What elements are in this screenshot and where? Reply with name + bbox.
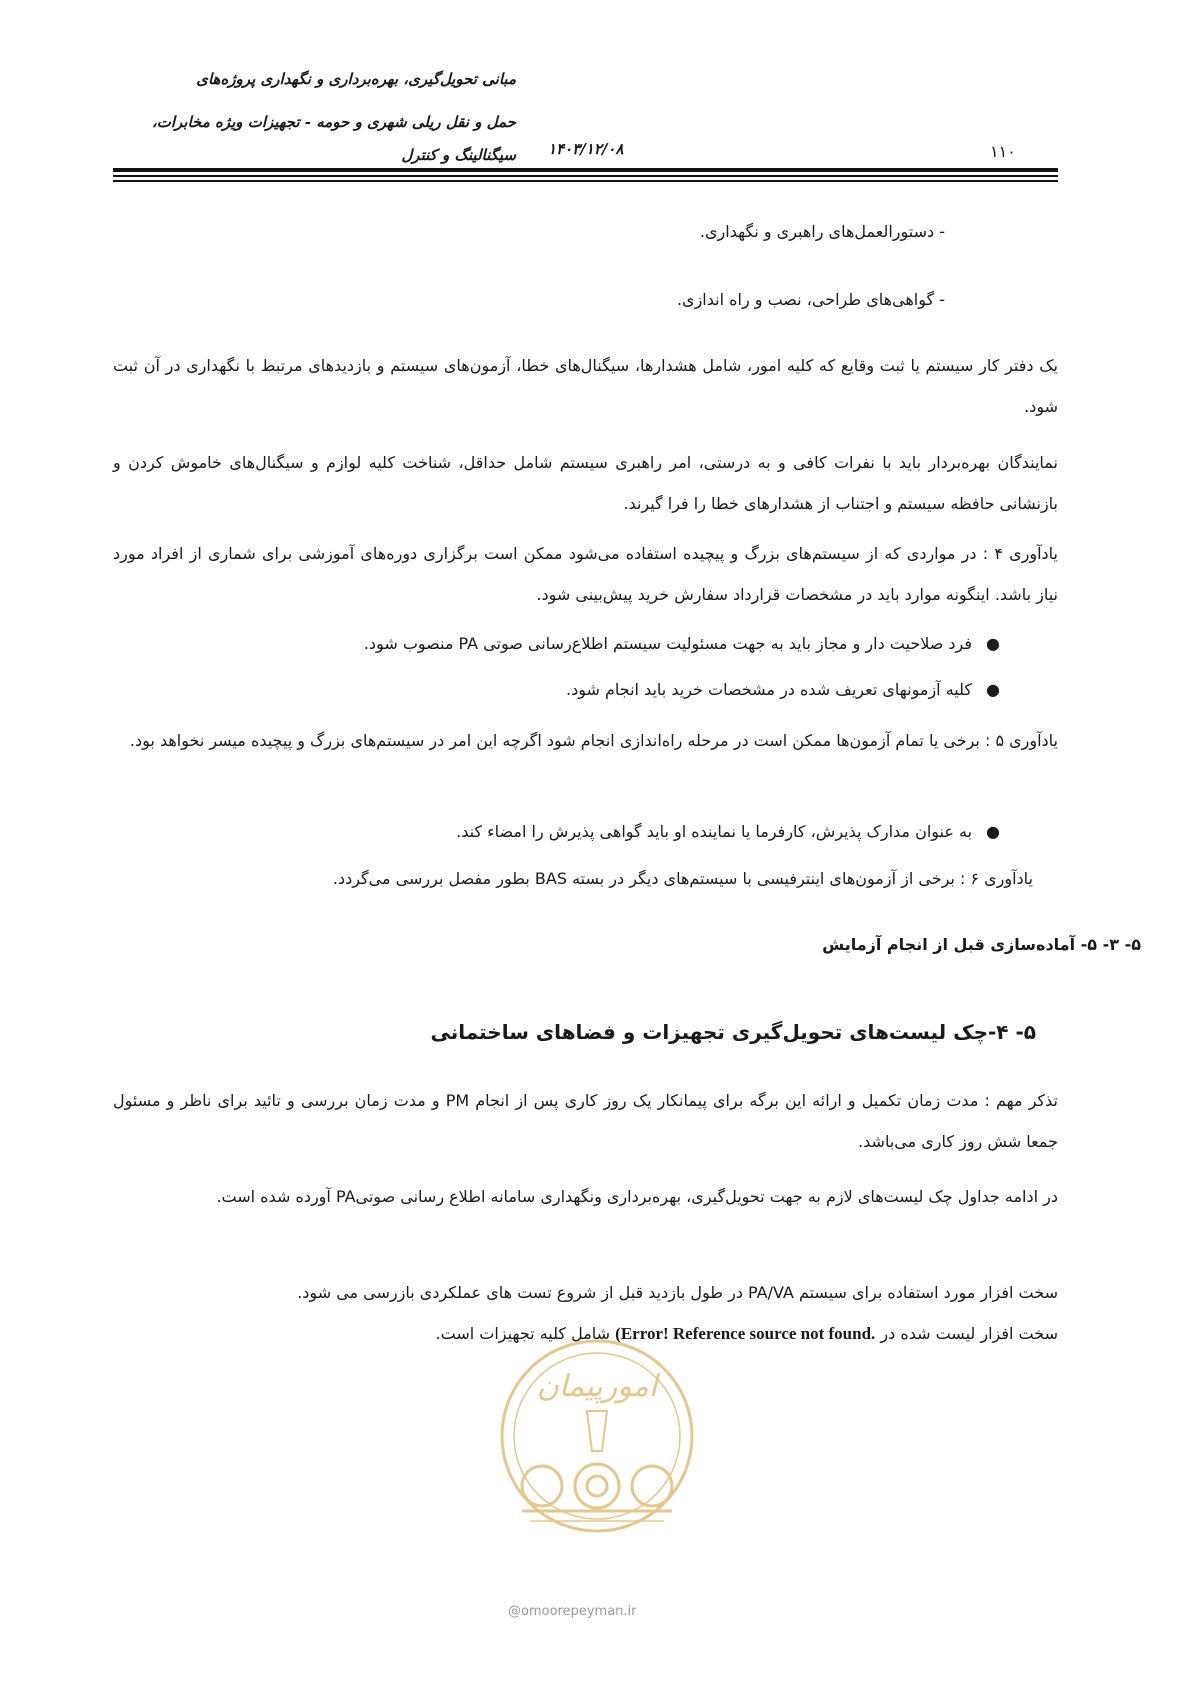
stamp-text: امورپیمان (536, 1369, 658, 1404)
stamp-logo-icon (492, 1316, 702, 1566)
error-reference: (Error! Reference source not found. (615, 1324, 876, 1343)
paragraph-operator-training: نمایندگان بهره‌بردار باید با نفرات کافی و به درستی، امر راهبری سیستم شامل حداقل، شناخت کلیه لوازم و سیگنال‌های خاموش کردن و بازنشانی حافظه سیستم و اجتناب از هشدارهای خطا را فرا گیرند. (113, 453, 1058, 513)
paragraph-hardware-inspection: سخت افزار مورد استفاده برای سیستم PA/VA در طول بازدید قبل از شروع تست های عملکردی بازرسی می شود. (297, 1283, 1058, 1302)
bullet-item-acceptance (200, 822, 1000, 841)
bullet-item-tests (200, 680, 1000, 699)
subheading-preparation: ۵- ۳- ۵- آماده‌سازی قبل از انجام آزمایش (822, 935, 1141, 954)
bullet-text: کلیه آزمونهای تعریف شده در مشخصات خرید باید انجام شود. (566, 680, 973, 699)
paragraph-tables-intro: در ادامه جداول چک لیست‌های لازم به جهت تحویل‌گیری، بهره‌برداری ونگهداری سامانه اطلاع رسانی صوتیPA آورده شده است. (216, 1187, 1058, 1206)
hardware-list-prefix: سخت افزار لیست شده در (875, 1324, 1058, 1343)
bullet-text: به عنوان مدارک پذیرش، کارفرما یا نماینده او باید گواهی پذیرش را امضاء کند. (456, 822, 973, 841)
page-number: ۱۱۰ (990, 142, 1016, 161)
header-divider-thin-2 (113, 180, 1058, 182)
header-divider-thick (113, 168, 1058, 172)
paragraph-important-note: تذکر مهم : مدت زمان تکمیل و ارائه این برگه برای پیمانکار یک روز کاری پس از انجام PM و مدت زمان بررسی و تائید برای ناظر و مسئول جمعا شش روز کاری می‌باشد. (113, 1091, 1059, 1151)
paragraph-note-5: یادآوری ۵ : برخی یا تمام آزمون‌ها ممکن است در مرحله راه‌اندازی انجام شود اگرچه این امر در سیستم‌های بزرگ و پیچیده میسر نخواهد بود. (129, 731, 1058, 750)
bullet-item-responsible-person (200, 634, 1000, 653)
paragraph-note-4: یادآوری ۴ : در مواردی که از سیستم‌های بزرگ و پیچیده استفاده می‌شود ممکن است برگزاری دوره‌های آموزشی برای شماری از افراد مورد نیاز باشد. اینگونه موارد باید در مشخصات قرارداد سفارش خرید پیش‌بینی شود. (113, 544, 1058, 604)
bullet-text: فرد صلاحیت دار و مجاز باید به جهت مسئولیت سیستم اطلاع‌رسانی صوتی PA منصوب شود. (363, 634, 973, 653)
paragraph-system-log: یک دفتر کار سیستم یا ثبت وقایع که کلیه امور، شامل هشدارها، سیگنال‌های خطا، آزمون‌های سیستم و بازدیدهای مرتبط با نگهداری در آن ثبت شود. (113, 356, 1058, 416)
header-title-line1: مبانی تحویل‌گیری، بهره‌برداری و نگهداری پروژه‌های (196, 70, 516, 88)
bullet-icon: ● (986, 634, 1000, 653)
header-title-line2: حمل و نقل ریلی شهری و حومه - تجهیزات ویژه مخابرات، (151, 113, 516, 131)
header-title-line3: سیگنالینگ و کنترل (401, 146, 516, 164)
watermark-site: @omoorepeyman.ir (508, 1604, 637, 1619)
hardware-list-suffix: شامل کلیه تجهیزات است. (435, 1324, 616, 1343)
bullet-icon: ● (986, 680, 1000, 699)
section-heading-checklists: ۵- ۴-چک لیست‌های تحویل‌گیری تجهیزات و فضاهای ساختمانی (430, 1020, 1036, 1044)
paragraph-note-6: یادآوری ۶ : برخی از آزمون‌های اینترفیسی با سیستم‌های دیگر در بسته BAS بطور مفصل بررسی می‌گردد. (332, 869, 1033, 888)
bullet-icon: ● (986, 822, 1000, 841)
dash-item-operation-manuals: - دستورالعمل‌های راهبری و نگهداری. (699, 222, 945, 241)
header-divider-thin-1 (113, 175, 1058, 177)
header-date: ۱۴۰۳/۱۲/۰۸ (548, 140, 624, 158)
dash-item-certificates: - گواهی‌های طراحی، نصب و راه اندازی. (676, 290, 945, 309)
